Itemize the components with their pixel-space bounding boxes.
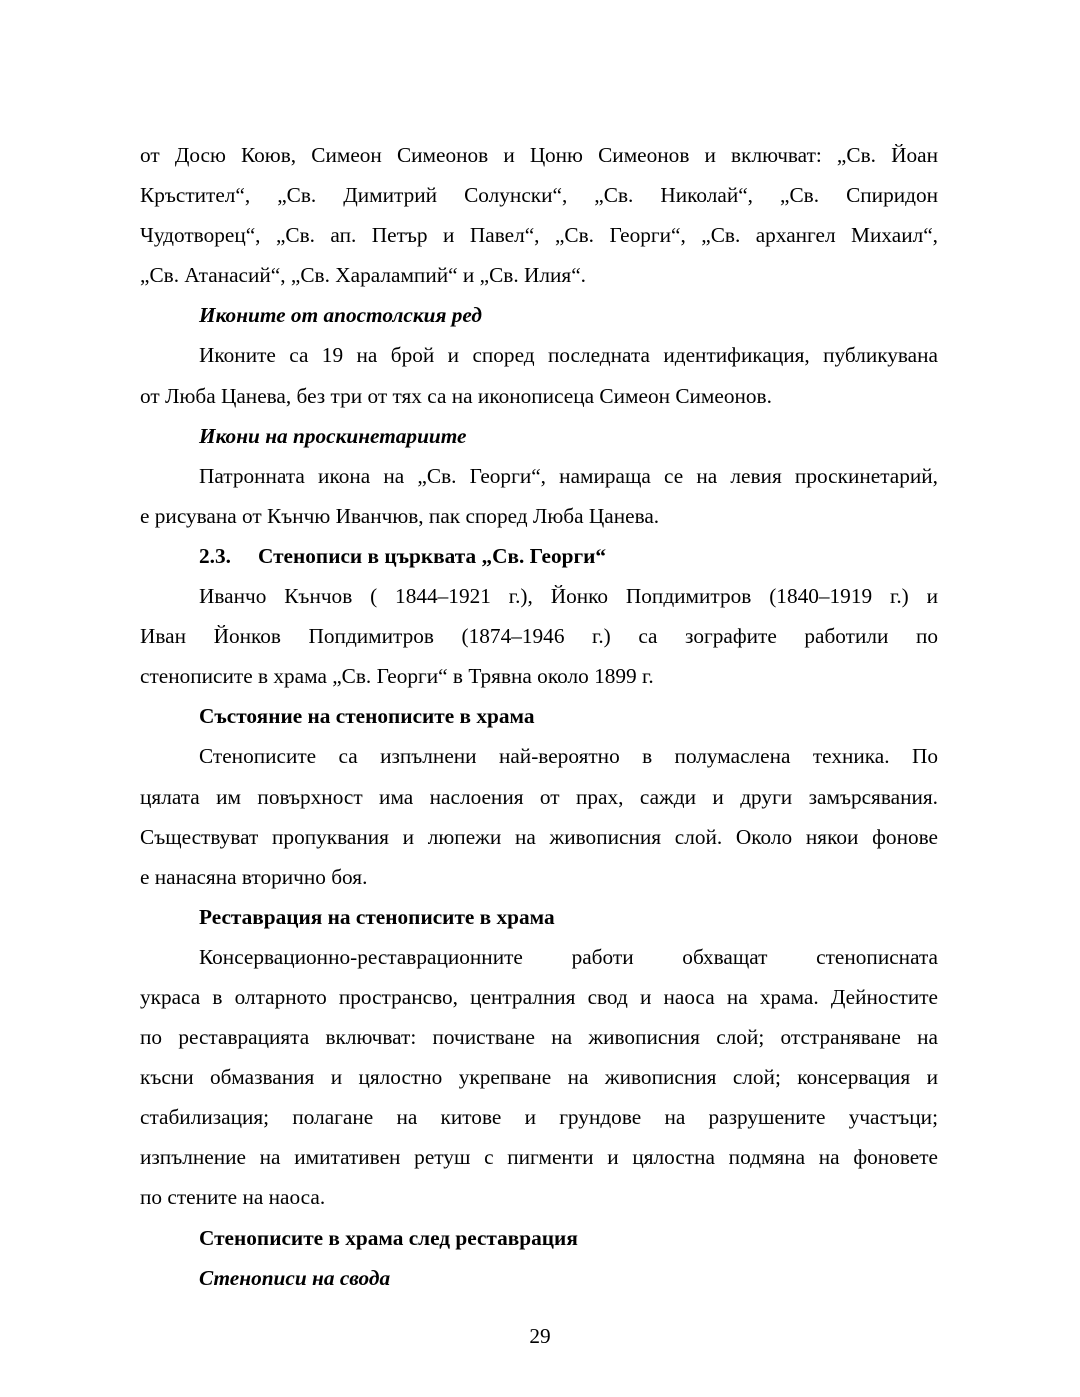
section-title: Стенописи в църквата „Св. Георги“ — [258, 543, 607, 568]
page-number: 29 — [529, 1324, 551, 1348]
subheading-mural-condition: Състояние на стенописите в храма — [199, 704, 535, 729]
text-line: изпълнение на имитативен ретуш с пигменти и цялостна подмяна на фоновете — [140, 1145, 938, 1170]
text-line: Патронната икона на „Св. Георги“, намираща се на левия проскинетарий, — [199, 463, 938, 488]
text-line: Иван Йонков Попдимитров (1874–1946 г.) са зографите работили по — [140, 624, 938, 649]
text-line: цялата им повърхност има наслоения от прах, сажди и други замърсявания. — [140, 784, 938, 809]
section-heading-2-3 — [140, 536, 938, 576]
text-line: от Досю Коюв, Симеон Симеонов и Цоню Симеонов и включват: „Св. Йоан — [140, 143, 938, 167]
paragraph-apostolic-icons — [140, 335, 938, 415]
text-line: по стените на наоса. — [140, 1185, 326, 1210]
text-line: по реставрацията включват: почистване на живописния слой; отстраняване на — [140, 1025, 938, 1050]
text-line: Иванчо Кънчов ( 1844–1921 г.), Йонко Попдимитров (1840–1919 г.) и — [199, 584, 938, 609]
subheading-apostolic-row: Иконите от апостолския ред — [199, 303, 482, 328]
text-line: украса в олтарното пространсво, централния свод и наоса на храма. Дейностите — [140, 984, 938, 1009]
paragraph-restoration — [140, 937, 938, 1218]
subheading-vault-murals: Стенописи на свода — [199, 1265, 391, 1290]
text-line: Иконите са 19 на брой и според последната идентификация, публикувана — [199, 343, 938, 368]
paragraph-painters — [140, 576, 938, 696]
text-line: Кръстител“, „Св. Димитрий Солунски“, „Св. Николай“, „Св. Спиридон — [140, 183, 938, 208]
subheading-proskynetaria: Икони на проскинетариите — [199, 423, 467, 448]
text-line: стенописите в храма „Св. Георги“ в Трявна около 1899 г. — [140, 664, 654, 689]
paragraph-patron-icon — [140, 456, 938, 536]
text-line: Чудотворец“, „Св. ап. Петър и Павел“, „Св. Георги“, „Св. архангел Михаил“, — [140, 223, 938, 248]
text-line: Съществуват пропуквания и люпежи на живописния слой. Около някои фонове — [140, 824, 938, 849]
paragraph-icon-authors — [140, 135, 938, 295]
text-line: стабилизация; полагане на китове и грундове на разрушените участъци; — [140, 1105, 938, 1130]
text-line: е рисувана от Кънчю Иванчюв, пак според Люба Цанева. — [140, 503, 660, 528]
text-line: от Люба Цанева, без три от тях са на иконописеца Симеон Симеонов. — [140, 383, 772, 408]
paragraph-condition — [140, 736, 938, 896]
page-body — [140, 135, 938, 1298]
text-line: късни обмазвания и цялостно укрепване на живописния слой; консервация и — [140, 1065, 938, 1090]
text-line: Стенописите са изпълнени най-вероятно в полумаслена техника. По — [199, 744, 938, 769]
text-line: „Св. Атанасий“, „Св. Харалампий“ и „Св. Илия“. — [140, 263, 586, 288]
subheading-after-restoration: Стенописите в храма след реставрация — [199, 1225, 578, 1250]
text-line: Консервационно-реставрационните работи обхващат стенописната — [199, 944, 938, 969]
subheading-restoration: Реставрация на стенописите в храма — [199, 904, 555, 929]
text-line: е нанасяна вторично боя. — [140, 864, 368, 889]
section-number: 2.3. — [199, 543, 231, 568]
